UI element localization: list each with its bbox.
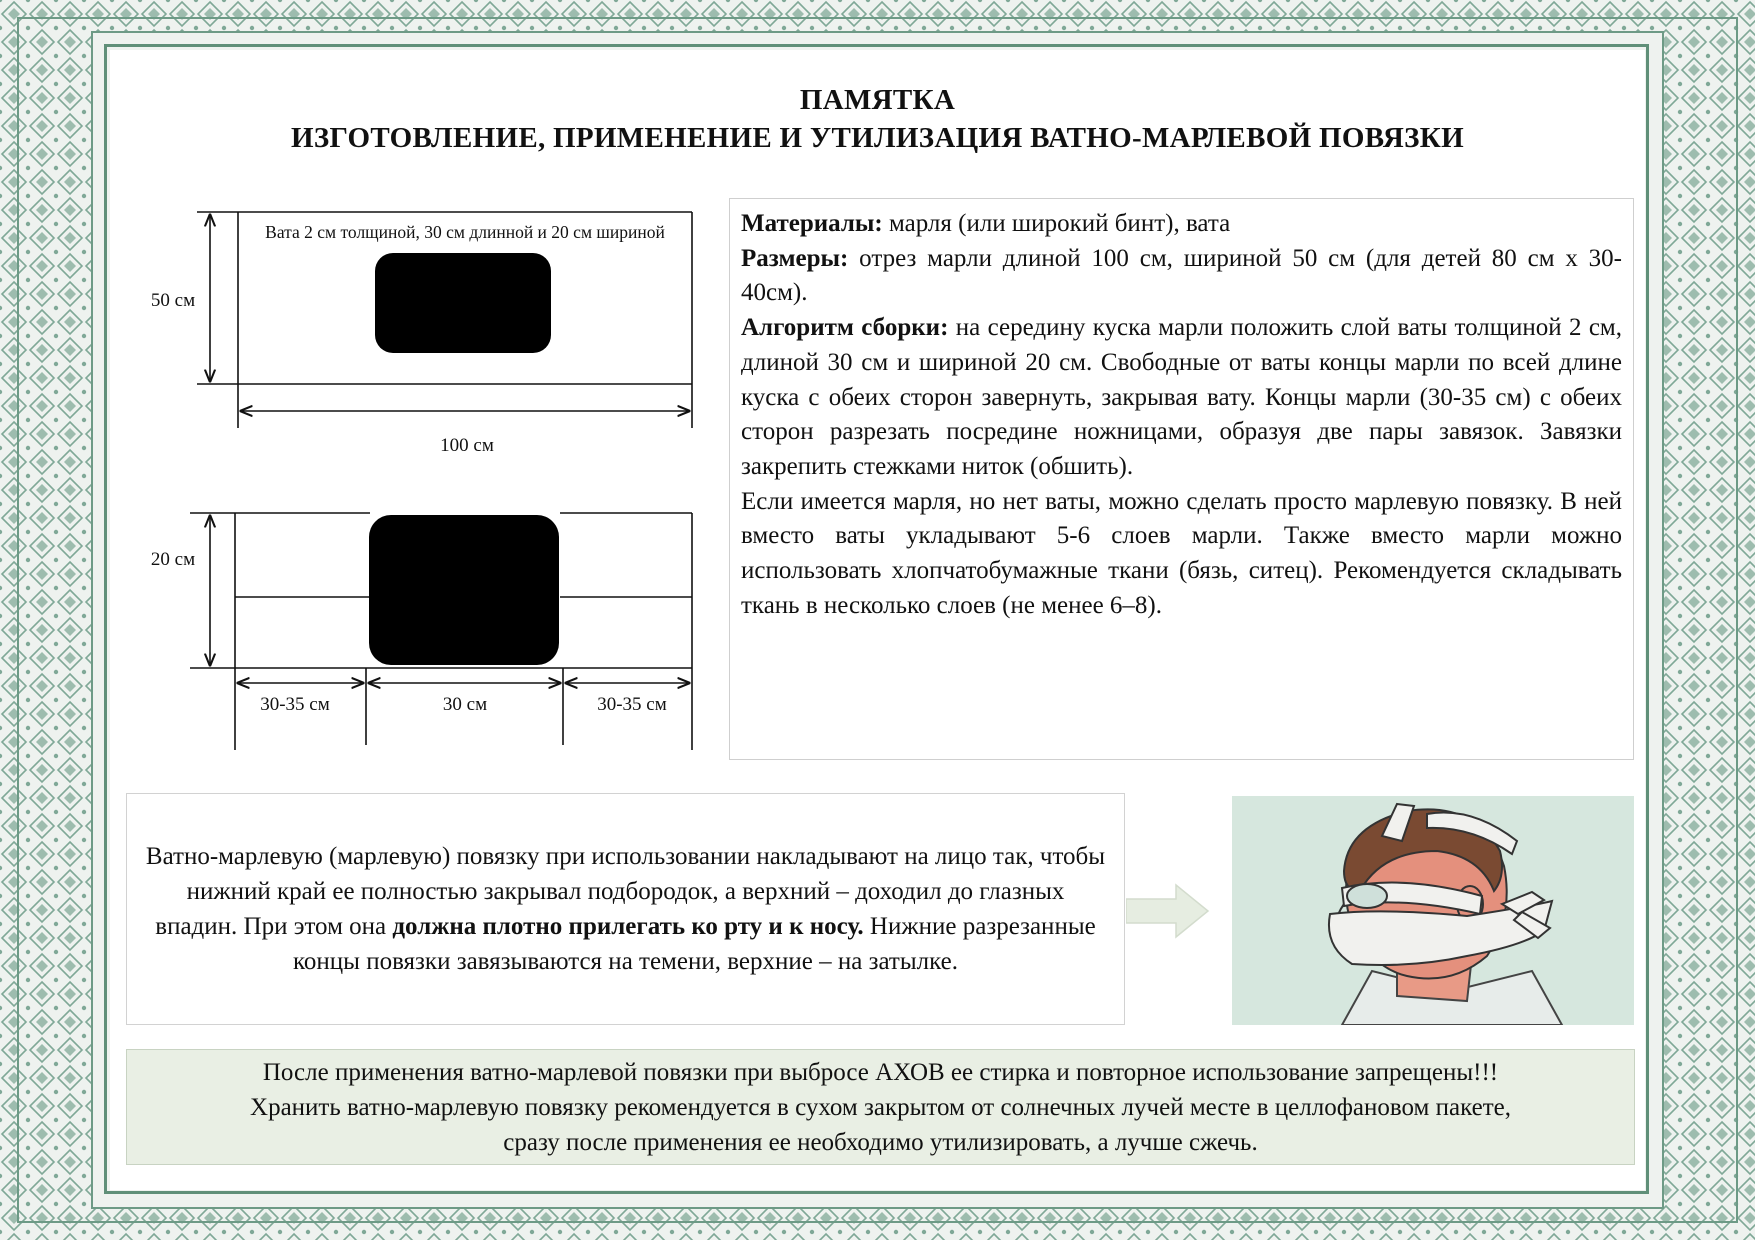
bandage-diagram [135,195,715,760]
diagram-caption: Вата 2 см толщиной, 30 см длинной и 20 см шириной [265,222,665,242]
label-end-left: 30-35 см [260,694,330,715]
label-height-bottom: 20 см [150,549,196,570]
application-text-bold: должна плотно прилегать ко рту и к носу. [392,913,864,940]
algorithm-paragraph [741,311,1622,485]
page-subtitle: ИЗГОТОВЛЕНИЕ, ПРИМЕНЕНИЕ И УТИЛИЗАЦИЯ ВАТНО-МАРЛЕВОЙ ПОВЯЗКИ [291,122,1464,154]
sizes-text: отрез марли длиной 100 см, шириной 50 см (для детей 80 см х 30-40см). [741,244,1622,307]
warning-line-2: Хранить ватно-марлевую повязку рекомендуется в сухом закрытом от солнечных лучей месте в целлофановом пакете, [250,1093,1511,1121]
warning-box [126,1049,1635,1165]
label-end-right: 30-35 см [597,694,667,715]
cotton-pad-top [375,253,551,353]
warning-line-3: сразу после применения ее необходимо утилизировать, а лучше сжечь. [503,1128,1258,1156]
application-box [126,793,1125,1025]
algorithm-text: на середину куска марли положить слой ваты толщиной 2 см, длиной 30 см и шириной 20 см. Свободные от ваты концы марли по всей длине куска с обеих сторон завернуть, закрывая вату. Концы марли (30-35 см) с обеих сторон разрезать посредине ножницами, образуя две пары завязок. Завязки закрепить стежками ниток (обшить). [741,314,1622,480]
label-middle: 30 см [442,694,488,715]
materials-label: Материалы: [741,210,883,237]
alternative-paragraph: Если имеется марля, но нет ваты, можно сделать просто марлевую повязку. В ней вместо ваты укладывают 5-6 слоев марли. Также вместо марли можно использовать хлопчатобумажные ткани (бязь, ситец). Рекомендуется складывать ткань в несколько слоев (не менее 6–8). [741,487,1622,619]
bandage-illustration [1232,796,1634,1025]
algorithm-label: Алгоритм сборки: [741,314,949,342]
cotton-pad-bottom [369,515,559,665]
person-with-mask-image [1232,796,1634,1025]
warning-line-1: После применения ватно-марлевой повязки при выбросе АХОВ ее стирка и повторное использование запрещены!!! [262,1058,1499,1086]
application-text-1: Ватно-марлевую (марлевую) повязку при использовании накладывают на лицо так, чтобы нижний край ее полностью закрывал подбородок, а верхний – доходил до глазных впадин. При этом она [145,843,1106,940]
sizes-paragraph [741,242,1622,311]
materials-text: марля (или широкий бинт), вата [882,210,1231,237]
sizes-label: Размеры: [741,244,849,272]
application-text-2: Нижние разрезанные концы повязки завязываются на темени, верхние – на затылке. [293,913,1096,975]
label-length: 100 см [440,435,494,456]
instructions-box [729,198,1634,760]
label-height-top: 50 см [150,290,196,311]
materials-paragraph [741,207,1622,242]
arrow-right-icon [1126,883,1211,939]
page-title: ПАМЯТКА [799,84,956,116]
application-paragraph [145,839,1106,979]
